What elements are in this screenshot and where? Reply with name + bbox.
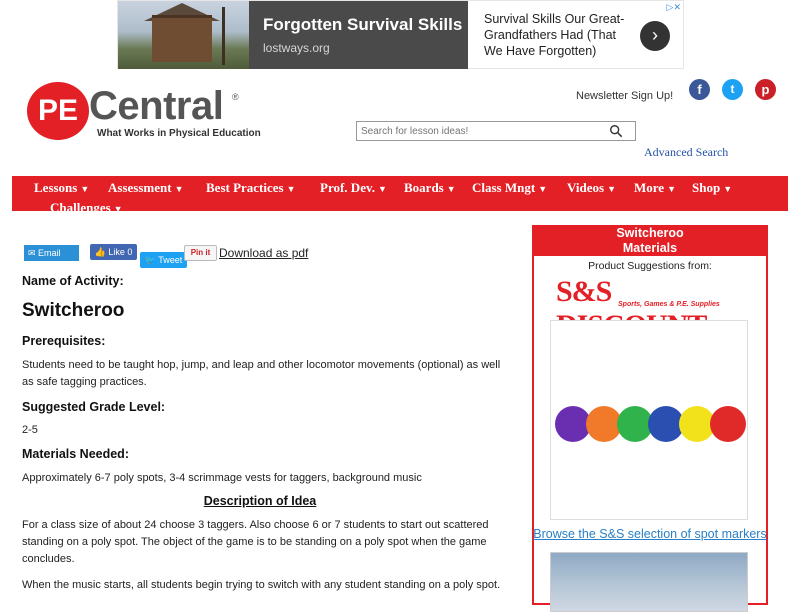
sidebar-heading-line2: Materials <box>622 241 678 255</box>
pinterest-icon[interactable]: p <box>755 79 776 100</box>
spot-marker <box>710 406 746 442</box>
chevron-down-icon: ▼ <box>446 184 456 194</box>
logo-pe-circle: PE <box>27 82 89 140</box>
ad-title: Forgotten Survival Skills <box>263 15 463 34</box>
ss-discount-tagline: Sports, Games & P.E. Supplies <box>618 301 720 308</box>
logo-registered-mark: ® <box>232 92 239 102</box>
logo-wordmark: Central <box>89 84 224 128</box>
twitter-icon[interactable]: t <box>722 79 743 100</box>
description-paragraph-1: For a class size of about 24 choose 3 taggers. Also choose 6 or 7 students to start out scattered standing on a poly spot. The object of the game is to be standing on a poly spot when the game concludes. <box>22 519 489 565</box>
browse-spot-markers-link[interactable]: Browse the S&S selection of spot markers <box>533 527 767 541</box>
prerequisites-label: Prerequisites: <box>22 334 106 348</box>
main-nav <box>12 176 788 215</box>
description-heading: Description of Idea <box>203 494 317 508</box>
second-product-image[interactable] <box>550 552 748 612</box>
bird-icon: 🐦 <box>144 255 159 265</box>
nav-item-videos[interactable]: Videos ▼ <box>567 180 616 195</box>
search-input[interactable] <box>359 123 603 139</box>
sidebar-heading <box>532 225 768 256</box>
envelope-icon: ✉ <box>28 248 39 258</box>
tweet-button[interactable]: 🐦 Tweet <box>140 252 187 268</box>
logo-tagline: What Works in Physical Education <box>97 128 261 139</box>
name-of-activity-label: Name of Activity: <box>22 274 124 288</box>
thumbs-up-icon: 👍 <box>94 247 109 257</box>
newsletter-signup-link[interactable]: Newsletter Sign Up! <box>576 90 674 102</box>
nav-item-more[interactable]: More ▼ <box>634 180 676 195</box>
pin-it-button[interactable]: Pin it <box>184 245 217 261</box>
chevron-down-icon: ▼ <box>113 204 123 214</box>
ad-cabin-image <box>118 1 249 69</box>
nav-item-best-practices[interactable]: Best Practices ▼ <box>206 180 296 195</box>
ss-discount-wordmark: S&S <box>556 275 612 308</box>
spot-markers-product-image[interactable] <box>550 320 748 520</box>
ad-title-panel <box>249 1 468 69</box>
materials-text: Approximately 6-7 poly spots, 3-4 scrimmage vests for taggers, background music <box>22 472 422 484</box>
search-icon[interactable] <box>609 124 623 138</box>
nav-item-lessons[interactable]: Lessons ▼ <box>34 180 90 195</box>
chevron-down-icon: ▼ <box>538 184 548 194</box>
search-box <box>356 121 636 141</box>
chevron-down-icon: ▼ <box>174 184 184 194</box>
nav-item-boards[interactable]: Boards ▼ <box>404 180 456 195</box>
chevron-down-icon: ▼ <box>607 184 616 194</box>
activity-title: Switcheroo <box>22 300 125 321</box>
site-logo[interactable] <box>27 82 261 142</box>
chevron-down-icon: ▼ <box>723 184 733 194</box>
chevron-down-icon: ▼ <box>378 184 387 194</box>
nav-item-assessment[interactable]: Assessment ▼ <box>108 180 184 195</box>
ad-domain: lostways.org <box>263 41 330 55</box>
ad-text: Survival Skills Our Great-Grandfathers Had (That We Have Forgotten) <box>484 12 625 58</box>
description-paragraph-2: When the music starts, all students begin trying to switch with any student standing on a poly spot. <box>22 579 501 591</box>
chevron-down-icon: ▼ <box>80 184 90 194</box>
facebook-icon[interactable]: f <box>689 79 710 100</box>
nav-item-challenges[interactable]: Challenges ▼ <box>50 200 123 215</box>
ad-choices-icon[interactable]: ▷✕ <box>666 2 681 12</box>
download-pdf-link[interactable]: Download as pdf <box>219 246 309 260</box>
grade-level-text: 2-5 <box>22 424 38 436</box>
nav-item-prof-dev[interactable]: Prof. Dev. ▼ <box>320 180 387 195</box>
materials-label: Materials Needed: <box>22 447 129 461</box>
advanced-search-link[interactable]: Advanced Search <box>644 145 729 159</box>
nav-item-shop[interactable]: Shop ▼ <box>692 180 733 195</box>
advertisement-banner[interactable] <box>117 0 684 69</box>
ad-arrow-icon[interactable]: › <box>640 21 670 51</box>
nav-item-class-mngt[interactable]: Class Mngt ▼ <box>472 180 548 195</box>
product-suggestions-label: Product Suggestions from: <box>588 260 712 272</box>
chevron-down-icon: ▼ <box>286 184 296 194</box>
grade-level-label: Suggested Grade Level: <box>22 400 166 414</box>
sidebar-heading-line1: Switcheroo <box>616 226 684 240</box>
prerequisites-text: Students need to be taught hop, jump, and leap and other locomotor movements (optional) as well as safe tagging practices. <box>22 359 501 388</box>
ss-discount-logo[interactable] <box>556 275 746 309</box>
chevron-down-icon: ▼ <box>667 184 676 194</box>
email-share-button[interactable]: ✉ Email <box>24 245 79 261</box>
facebook-like-button[interactable]: 👍 Like 0 <box>90 244 137 260</box>
